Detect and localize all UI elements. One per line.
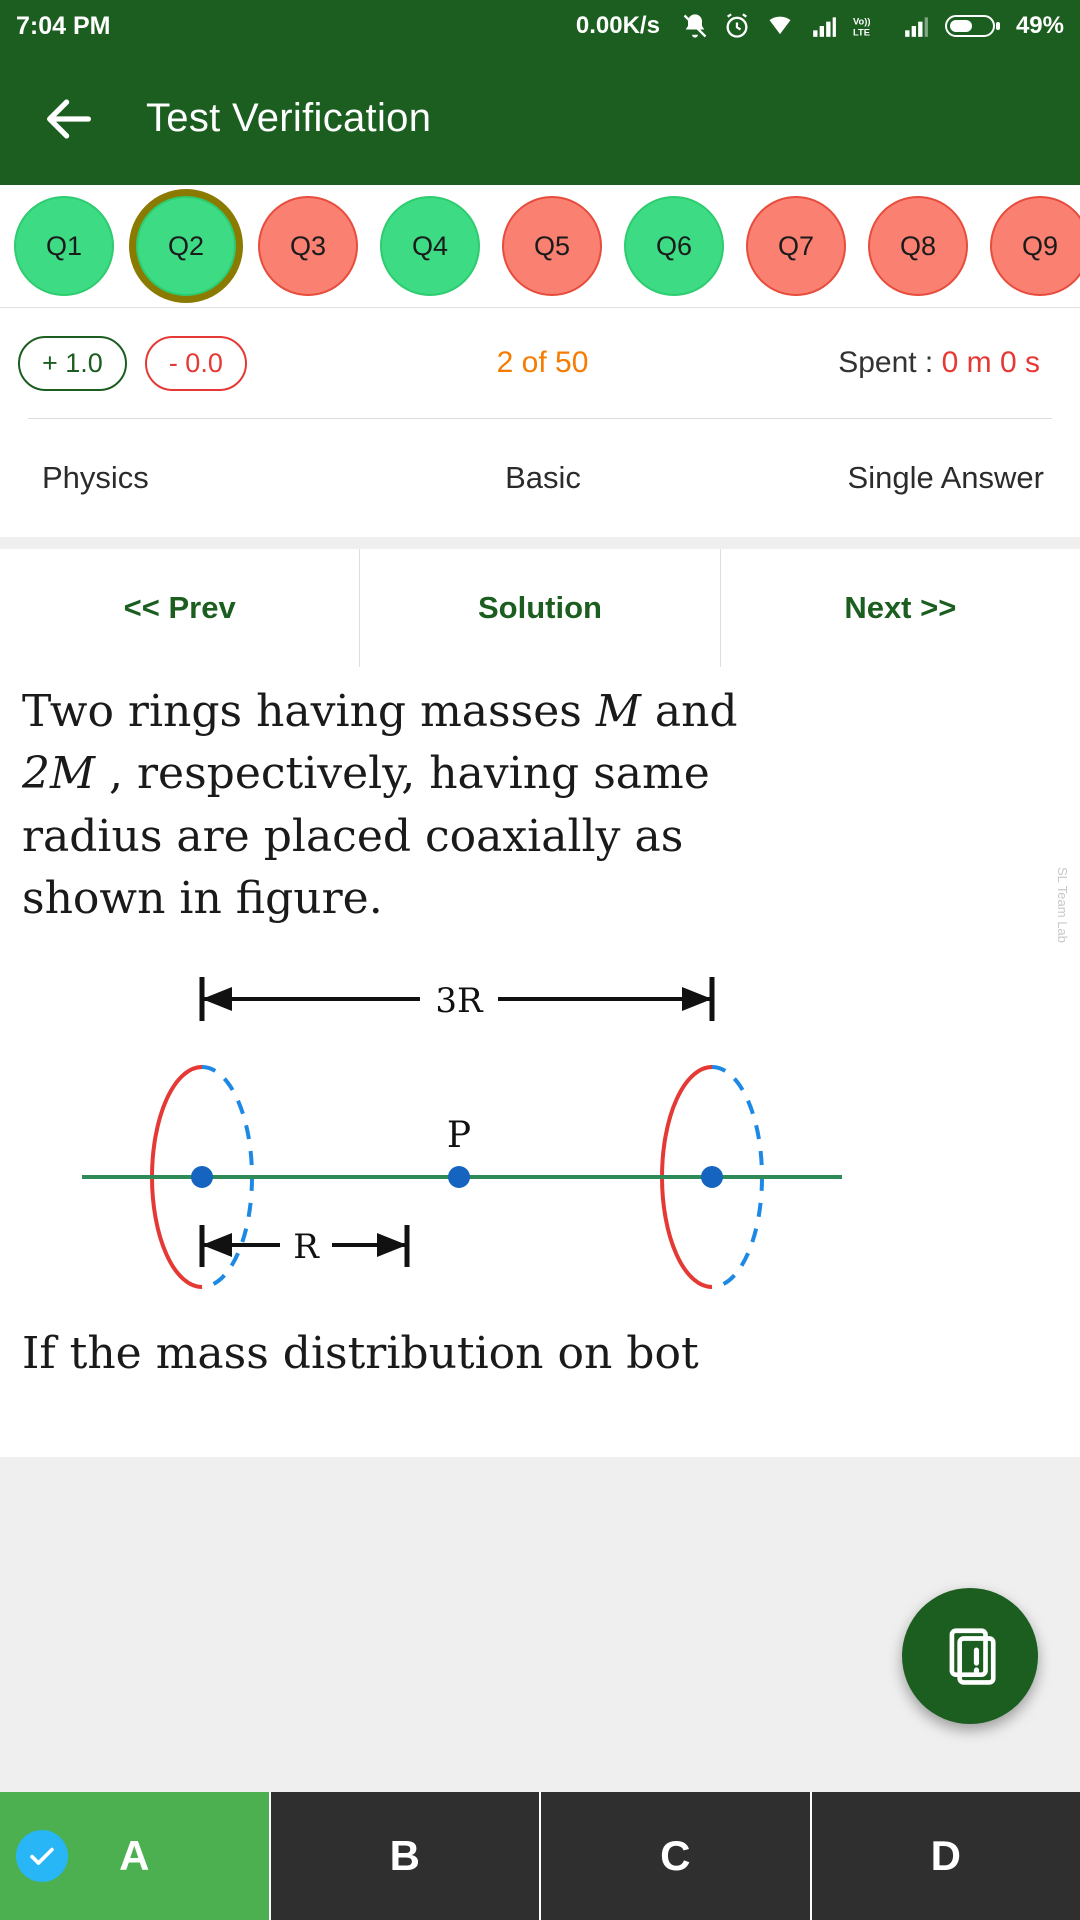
question-chip-q8[interactable]	[868, 196, 968, 296]
chip-label: Q6	[655, 230, 693, 261]
watermark-text: SL Team Lab	[1055, 867, 1070, 943]
report-issue-icon	[939, 1623, 1001, 1690]
status-bar	[0, 0, 1080, 52]
chip-label: Q3	[289, 230, 327, 261]
option-label: D	[930, 1832, 961, 1879]
check-icon	[16, 1830, 68, 1882]
figure-label-3R: 3R	[435, 980, 483, 1021]
network-speed-text: 0.00K/s	[575, 12, 660, 39]
option-c[interactable]	[541, 1792, 812, 1920]
question-chip-q7[interactable]	[746, 196, 846, 296]
battery-icon	[945, 13, 1001, 39]
question-text-line4: shown in figure.	[22, 873, 383, 925]
question-chip-q6[interactable]	[624, 196, 724, 296]
report-issue-button[interactable]	[902, 1588, 1038, 1724]
wifi-icon	[765, 12, 795, 40]
alarm-clock-icon	[723, 12, 751, 40]
question-body[interactable]	[0, 667, 1080, 1457]
option-label: A	[119, 1832, 150, 1879]
question-text-line2b: , respectively, having same	[95, 748, 710, 800]
solution-button[interactable]: Solution	[359, 549, 719, 667]
meta-row-tags	[0, 419, 1080, 537]
question-chip-q5[interactable]	[502, 196, 602, 296]
figure-label-P: P	[446, 1114, 472, 1156]
time-spent-label: Spent :	[838, 346, 934, 379]
question-chip-q9[interactable]	[990, 196, 1080, 296]
question-text-line3: radius are placed coaxially as	[22, 810, 684, 862]
question-text-m: M	[595, 686, 641, 737]
time-spent-value: 0 m 0 s	[941, 346, 1040, 379]
chip-label: Q1	[45, 230, 83, 261]
svg-text:Vo)): Vo))	[852, 16, 871, 27]
option-d[interactable]	[812, 1792, 1080, 1920]
question-text-2m: 2M	[22, 748, 96, 800]
page-title: Test Verification	[146, 96, 432, 140]
chip-label: Q2	[167, 230, 205, 261]
chip-label: Q8	[899, 230, 937, 261]
meta-row-marks	[0, 308, 1080, 418]
status-time: 7:04 PM	[16, 11, 111, 40]
app-bar	[0, 52, 1080, 185]
time-spent	[838, 346, 1062, 380]
signal-bars-2-icon	[901, 13, 931, 39]
question-chip-strip[interactable]	[0, 185, 1080, 308]
answer-options-bar	[0, 1792, 1080, 1920]
question-chip-q3[interactable]	[258, 196, 358, 296]
option-b[interactable]	[271, 1792, 542, 1920]
question-text-line1b: and	[640, 686, 738, 737]
negative-marks-badge: - 0.0	[145, 336, 247, 391]
svg-text:LTE: LTE	[852, 27, 870, 38]
question-text-line1a: Two rings having masses	[22, 686, 596, 737]
chip-label: Q4	[411, 230, 449, 261]
volte-icon	[853, 12, 887, 40]
question-figure	[22, 957, 1058, 1322]
question-nav-bar	[0, 549, 1080, 667]
signal-bars-icon	[809, 13, 839, 39]
question-chip-q4[interactable]	[380, 196, 480, 296]
mute-bell-icon	[681, 12, 709, 40]
figure-label-R: R	[293, 1226, 319, 1267]
positive-marks-badge: + 1.0	[18, 336, 127, 391]
answer-type-label: Single Answer	[847, 460, 1044, 495]
option-label: C	[660, 1832, 691, 1879]
battery-percent: 49%	[1015, 12, 1064, 39]
chip-label: Q5	[533, 230, 571, 261]
chip-label: Q9	[1021, 230, 1059, 261]
question-text-tail: If the mass distribution on bot	[22, 1327, 699, 1379]
option-a[interactable]	[0, 1792, 271, 1920]
chip-label: Q7	[777, 230, 815, 261]
next-button[interactable]: Next >>	[720, 549, 1080, 667]
question-text	[22, 681, 1058, 931]
back-arrow-icon[interactable]	[40, 90, 98, 148]
subject-label: Physics	[42, 460, 149, 495]
difficulty-label: Basic	[505, 460, 581, 495]
question-chip-q2[interactable]	[136, 196, 236, 296]
question-counter: 2 of 50	[496, 346, 589, 379]
question-meta-card	[0, 308, 1080, 537]
prev-button[interactable]: << Prev	[0, 549, 359, 667]
question-chip-q1[interactable]	[14, 196, 114, 296]
option-label: B	[389, 1832, 420, 1879]
